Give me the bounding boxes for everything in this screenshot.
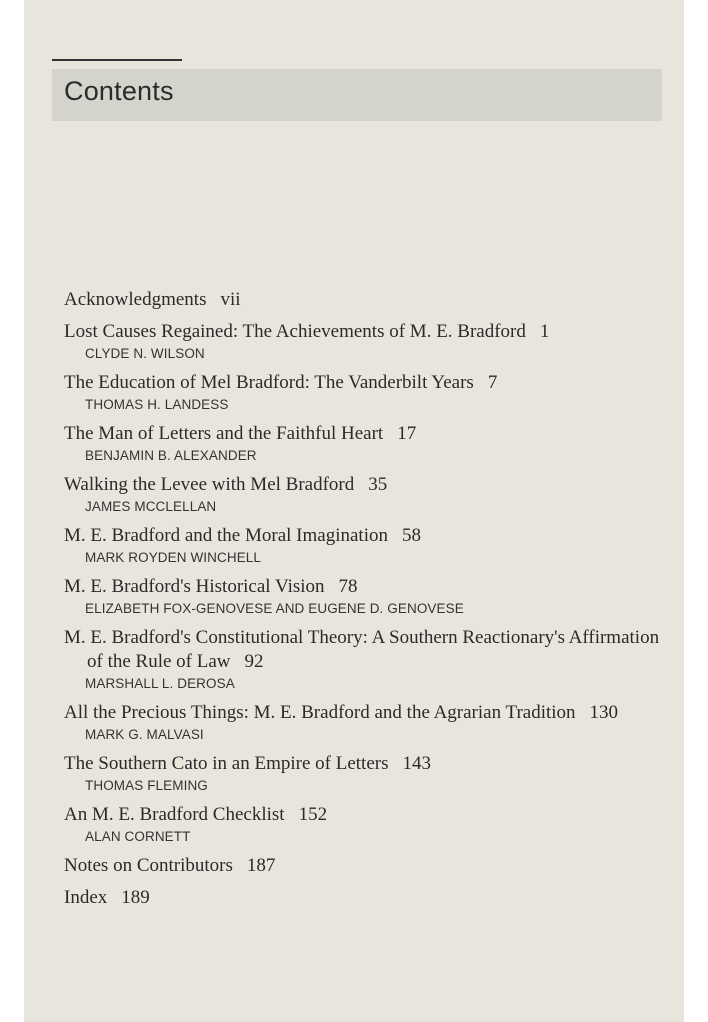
toc-entry-title: The Southern Cato in an Empire of Letters [64,753,389,774]
toc-entry-author: BENJAMIN B. ALEXANDER [85,448,257,463]
toc-entry-title: An M. E. Bradford Checklist [64,804,285,825]
toc-entry-page: 189 [121,887,150,908]
toc-entry-page: 152 [298,804,328,825]
toc-entry-author: ELIZABETH FOX-GENOVESE AND EUGENE D. GENOVESE [85,601,464,616]
toc-entry-title: The Education of Mel Bradford: The Vanderbilt Years [64,372,474,393]
toc-entry-title: Index [64,887,108,908]
toc-entry [64,524,674,567]
toc-entry-title: All the Precious Things: M. E. Bradford and the Agrarian Tradition [64,702,576,723]
toc-entry-author: THOMAS FLEMING [85,778,208,793]
toc-entry-author: CLYDE N. WILSON [85,346,205,361]
toc-entry-page: 143 [402,753,431,774]
toc-entry-title-line [64,524,674,548]
toc-entry-title-line [64,320,674,344]
toc-entry-page: 130 [589,702,619,723]
book-page [24,0,684,1022]
toc-entry-title: M. E. Bradford's Historical Vision [64,576,325,597]
toc-entry-title: Lost Causes Regained: The Achievements of M. E. Bradford [64,321,526,342]
toc-entry-page: 92 [244,651,264,672]
toc-entry [64,752,674,795]
toc-entry [64,854,674,878]
toc-entry-page: 17 [397,423,417,444]
toc-entry-title-line [64,854,674,878]
toc-entry-title: The Man of Letters and the Faithful Heart [64,423,384,444]
toc-entry [64,575,674,618]
toc-entry-author: THOMAS H. LANDESS [85,397,229,412]
toc-entry-title-line [64,473,674,497]
toc-entry-title: M. E. Bradford's Constitutional Theory: A Southern Reactionary's Affirmation of the Rule of Law [64,627,660,672]
toc-entry-author: JAMES MCCLELLAN [85,499,217,514]
toc-entry-title: Walking the Levee with Mel Bradford [64,474,355,495]
toc-entry-page: 35 [368,474,388,495]
toc-entry [64,288,674,312]
toc-entry-title-line [64,626,674,674]
toc-entry-page: 7 [487,372,498,393]
toc-entry-title-line [64,422,674,446]
toc-entry [64,701,674,744]
toc-entry [64,371,674,414]
toc-entry-author: ALAN CORNETT [85,829,191,844]
toc-entry-title-line [64,752,674,776]
toc-entry-author: MARSHALL L. DEROSA [85,676,235,691]
toc-entry-title-line [64,886,674,910]
toc-entry-title-line [64,803,674,827]
toc-entry-title-line [64,575,674,599]
toc-entry-title-line [64,288,674,312]
toc-entry [64,422,674,465]
toc-entry-author: MARK ROYDEN WINCHELL [85,550,262,565]
toc-entry [64,626,674,693]
toc-entry [64,886,674,910]
toc-entry-title-line [64,701,674,725]
toc-entry [64,320,674,363]
toc-entry-title: Notes on Contributors [64,855,233,876]
toc-entry-page: 1 [539,321,550,342]
toc-entry-title: M. E. Bradford and the Moral Imagination [64,525,388,546]
toc-entry-page: vii [220,289,241,310]
table-of-contents [64,288,674,918]
toc-entry-page: 58 [401,525,421,546]
toc-entry-title-line [64,371,674,395]
page-title: Contents [64,76,174,106]
toc-entry [64,803,674,846]
heading-rule [52,59,182,61]
toc-entry-title: Acknowledgments [64,289,207,310]
toc-entry-page: 187 [246,855,276,876]
toc-entry-page: 78 [338,576,358,597]
toc-entry [64,473,674,516]
toc-entry-author: MARK G. MALVASI [85,727,204,742]
